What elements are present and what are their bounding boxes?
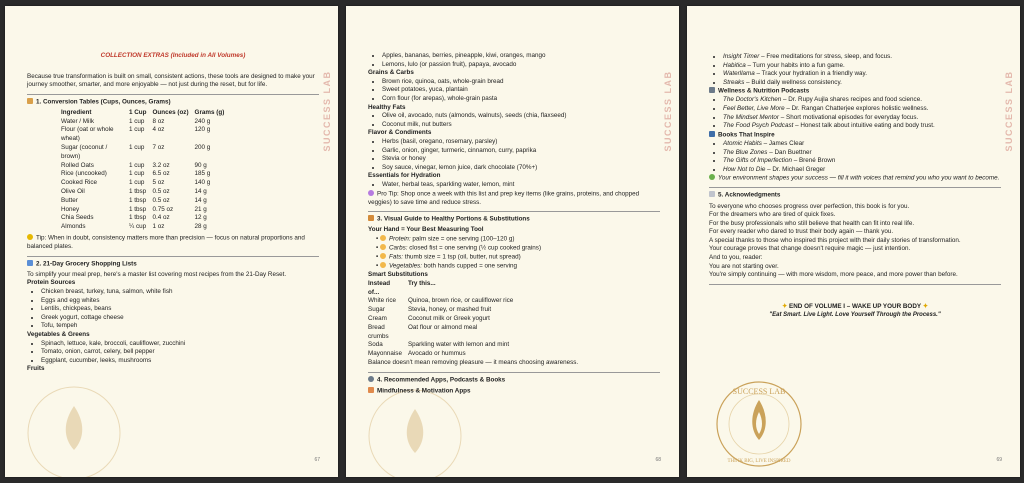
hand-text: closed fist = one serving (½ cup cooked grains) [407,244,542,252]
hand-item: • Vegetables: both hands cupped = one serving [376,262,518,270]
list-item: • Tofu, tempeh [41,322,319,331]
meditation-icon [368,387,374,393]
microphone-icon [709,87,715,93]
fats-title: Healthy Fats [368,103,406,111]
conversion-heading: 1. Conversion Tables (Cups, Ounces, Grams) [27,98,319,107]
podcasts-list [709,96,1001,130]
table-cell: Rolled Oats [61,161,94,169]
hand-icon [380,244,386,250]
grocery-intro: To simplify your meal prep, here's a master list covering most recipes from the 21-Day Reset. [27,270,287,278]
hand-item: • Carbs: closed fist = one serving (½ cup cooked grains) [376,244,542,252]
table-cell: 1 cup [129,117,145,125]
table-cell: 6.5 oz [152,170,170,178]
table-cell: 5 oz [152,179,165,187]
podcast-item [723,96,1001,105]
table-cell: Cooked Rice [61,179,98,187]
podcast-item-name: Feel Better, Live More [723,105,785,113]
logo-text: SUCCESS LAB [732,387,786,396]
book-item [723,166,1001,175]
ack-line: You are not starting over. [709,262,779,270]
veg-list [27,340,319,366]
pro-tip-note: Pro Tip: Shop once a week with this list and prep key items (like grains, proteins, and chopped veggies) to save time and reduce stress. [368,190,640,206]
balance-note: Balance doesn't mean removing pleasure — it means choosing awareness. [368,359,579,367]
books-list [709,140,1001,174]
page-67 [5,6,338,477]
side-watermark: SUCCESS LAB [322,70,332,152]
table-row [27,144,227,162]
table-row [27,188,227,197]
list-item: • Coconut milk, nut butters [382,121,660,130]
table-cell: Chia Seeds [61,214,94,222]
app-item-name: Streaks [723,78,745,86]
hydration-list [368,181,660,190]
environment-note: Your environment shapes your success — fill it with voices that remind you who you want to become. [709,174,1001,183]
podcast-item-name: The Doctor's Kitchen [723,96,782,104]
table-cell: 1 tbsp [129,214,147,222]
podcast-item-desc: – Honest talk about intuitive eating and body trust. [793,122,935,130]
table-cell: 0.5 oz [152,188,170,196]
page-number: 68 [655,457,661,463]
list-item: • Soy sauce, vinegar, lemon juice, dark chocolate (70%+) [382,164,660,173]
table-cell: Avocado or hummus [407,350,466,358]
hand-label: Carbs: [388,244,408,252]
table-cell: 200 g [194,144,211,152]
table-cell: Olive Oil [61,188,85,196]
list-item: • Apples, bananas, berries, pineapple, kiwi, oranges, mango [382,52,660,61]
table-cell: 140 g [194,179,211,187]
table-cell: Flour (oat or whole wheat) [61,126,114,143]
substitutions-table [368,280,516,359]
recommended-heading: 4. Recommended Apps, Podcasts & Books [368,376,660,385]
leaf-icon [709,174,715,180]
hand-title: Your Hand = Your Best Measuring Tool [368,226,484,234]
table-row [368,324,516,342]
table-cell: 1 tbsp [129,196,147,204]
podcast-item-name: The Food Psych Podcast [723,122,794,130]
app-item-desc: – Free meditations for stress, sleep, and focus. [759,53,892,60]
conversion-table [27,109,227,232]
podcast-item [723,122,1001,131]
app-item [723,79,1001,88]
table-row [368,350,516,359]
table-cell: Stevia, honey, or mashed fruit [407,306,492,314]
list-item: • Eggplant, cucumber, leeks, mushrooms [41,357,319,366]
table-row [368,306,516,315]
hand-label: Vegetables: [388,262,422,270]
list-item: • Olive oil, avocado, nuts (almonds, walnuts), seeds (chia, flaxseed) [382,112,660,121]
app-item-desc: – Turn your habits into a fun game. [745,61,845,69]
table-row [27,197,227,206]
protein-title: Protein Sources [27,279,76,287]
table-cell: Almonds [61,223,86,231]
subs-title: Smart Substitutions [368,271,428,279]
acknowledgments-heading: 5. Acknowledgments [709,191,1001,200]
table-cell: 8 oz [152,117,165,125]
podcast-item-desc: – Dr. Rupy Aujla shares recipes and food science. [781,96,922,104]
list-item: • Brown rice, quinoa, oats, whole-grain bread [382,78,660,87]
page-number: 69 [996,457,1002,463]
table-cell: 3.2 oz [152,161,170,169]
fats-list [368,112,660,129]
sparkle-icon: ✦ [920,302,928,310]
divider [368,372,660,373]
page-number: 67 [314,457,320,463]
intro-paragraph: Because true transformation is built on small, consistent actions, these tools are designed to make your journey smoother, smarter, and more enjoyable — not just during the reset, but for life. [27,72,315,89]
hand-icon [380,262,386,268]
table-row [27,179,227,188]
ack-line: For the dreamers who are tired of quick fixes. [709,211,836,219]
col-header: Instead of... [368,279,391,296]
book-item [723,157,1001,166]
table-row [368,297,516,306]
list-item: • Corn flour (for arepas), whole-grain pasta [382,95,660,104]
app-item-name: Habitica [723,61,746,69]
table-cell: 1 cup [129,179,145,187]
podcast-item-name: The Mindset Mentor [723,113,779,121]
list-item: • Water, herbal teas, sparkling water, lemon, mint [382,181,660,190]
divider [27,256,319,257]
hand-label: Fats: [388,253,403,261]
table-cell: Water / Milk [61,117,95,125]
table-cell: Oat flour or almond meal [407,323,478,331]
hand-measure-list [368,235,660,271]
app-item-desc: – Build daily wellness consistency. [744,78,842,86]
ack-line: To everyone who chooses progress over perfection, this book is for you. [709,202,910,210]
book-item-desc: – Dan Buettner [767,148,812,156]
shopping-cart-icon [27,260,33,266]
hand-item: • Fats: thumb size = 1 tsp (oil, butter, nut spread) [376,253,521,261]
table-cell: Sparkling water with lemon and mint [407,341,510,349]
page-68 [346,6,679,477]
table-cell: 1 oz [152,223,165,231]
divider [709,284,1001,285]
table-cell: 1 cup [129,144,145,152]
list-item: • Lentils, chickpeas, beans [41,305,319,314]
table-cell: 21 g [194,205,207,213]
table-cell: 0.4 oz [152,214,170,222]
table-cell: Rice (uncooked) [61,170,107,178]
table-cell: Sugar (coconut / brown) [61,144,108,160]
book-item-name: The Blue Zones [723,148,768,156]
side-watermark: SUCCESS LAB [1004,70,1014,152]
table-cell: 12 g [194,214,207,222]
table-row [27,162,227,171]
table-row [368,315,516,324]
col-header: Ounces (oz) [152,108,189,116]
divider [709,187,1001,188]
tip-note: Tip: When in doubt, consistency matters more than precision — focus on natural proportions and balanced plates. [27,234,305,251]
book-icon [709,131,715,137]
table-cell: 14 g [194,188,207,196]
table-cell: Sugar [368,306,385,314]
side-watermark: SUCCESS LAB [663,70,673,152]
app-item [723,70,1001,79]
closing-title: ✦ END OF VOLUME I – WAKE UP YOUR BODY ✦ [782,302,928,310]
table-cell: Butter [61,196,78,204]
ack-line: You're simply continuing — with more wisdom, more peace, and more power than before. [709,271,958,279]
book-item [723,149,1001,158]
mindfulness-title: Mindfulness & Motivation Apps [368,387,660,396]
podcasts-title: Wellness & Nutrition Podcasts [709,87,1001,96]
table-cell: White rice [368,297,396,305]
list-item: • Sweet potatoes, yuca, plantain [382,86,660,95]
table-cell: 120 g [194,126,211,134]
table-cell: 1 cup [129,126,145,134]
divider [368,211,660,212]
table-cell: Mayonnaise [368,350,402,358]
podcast-item-desc: – Short motivational episodes for everyday focus. [779,113,919,121]
hand-icon [380,235,386,241]
col-header: Ingredient [61,108,92,116]
table-cell: 0.5 oz [152,196,170,204]
closing-quote: "Eat Smart. Live Light. Love Yourself Through the Process." [769,312,941,319]
book-item [723,140,1001,149]
ack-line: For every reader who dared to trust their body again — thank you. [709,228,894,236]
sparkle-icon [368,190,374,196]
table-cell: 4 oz [152,126,165,134]
table-row [27,223,227,232]
list-item: • Eggs and egg whites [41,297,319,306]
acknowledgments-body [709,203,1001,280]
success-lab-logo [713,378,805,475]
table-cell: 1 cup [129,170,145,178]
table-cell: 185 g [194,170,211,178]
protein-list [27,288,319,331]
table-cell: 0.75 oz [152,205,174,213]
success-lab-watermark-logo [19,378,129,477]
podcast-item [723,114,1001,123]
flavor-list [368,138,660,172]
logo-tagline: THINK BIG, LIVE INSPIRED [727,459,791,464]
col-header: 1 Cup [129,108,147,116]
book-item-desc: – James Clear [761,139,805,147]
visual-guide-heading: 3. Visual Guide to Healthy Portions & Substitutions [368,215,660,224]
ack-line: And to you, reader: [709,254,763,262]
table-cell: 1 cup [129,161,145,169]
table-row [27,126,227,144]
list-item: • Greek yogurt, cottage cheese [41,314,319,323]
grocery-heading: 2. 21-Day Grocery Shopping Lists [27,260,319,269]
veg-title: Vegetables & Greens [27,330,90,338]
list-item: • Herbs (basil, oregano, rosemary, parsley) [382,138,660,147]
col-header: Try this... [407,279,436,287]
table-row [27,170,227,179]
list-item: • Chicken breast, turkey, tuna, salmon, white fish [41,288,319,297]
podcast-item [723,105,1001,114]
table-cell: Coconut milk or Greek yogurt [407,315,490,323]
table-cell: Quinoa, brown rice, or cauliflower rice [407,297,514,305]
table-cell: 28 g [194,223,207,231]
table-row [27,206,227,215]
hand-item: • Protein: palm size = one serving (100–120 g) [376,235,515,243]
headphones-icon [368,376,374,382]
table-cell: 240 g [194,117,211,125]
book-item-name: The Gifts of Imperfection [723,157,792,165]
app-item-desc: – Track your hydration in a friendly way. [754,70,867,78]
grains-list [368,78,660,104]
books-title: Books That Inspire [709,131,1001,140]
closing-block [709,303,1001,320]
hand-text: both hands cupped = one serving [422,262,518,270]
book-item-desc: – Dr. Michael Greger [765,165,826,173]
book-item-name: Atomic Habits [723,139,762,147]
col-header: Grams (g) [194,108,225,116]
table-cell: ¼ cup [129,223,147,231]
table-cell: 1 tbsp [129,205,147,213]
table-cell: Soda [368,341,383,349]
table-cell: Honey [61,205,80,213]
list-item: • Garlic, onion, ginger, turmeric, cinnamon, curry, paprika [382,147,660,156]
book-item-name: How Not to Die [723,165,766,173]
table-row [368,341,516,350]
hand-icon [380,253,386,259]
ack-line: A special thanks to those who inspired this project with their daily stories of transformation. [709,236,961,244]
app-item-name: Waterllama [723,70,755,78]
app-item [723,53,1001,62]
ack-line: Your courage proves that change doesn't require magic — just intention. [709,245,911,253]
pencil-icon [27,98,33,104]
ack-line: For the busy professionals who still believe that health can fit into real life. [709,219,915,227]
list-item: • Spinach, lettuce, kale, broccoli, cauliflower, zucchini [41,340,319,349]
list-item: • Tomato, onion, carrot, celery, bell pepper [41,348,319,357]
chart-icon [368,215,374,221]
flavor-title: Flavor & Condiments [368,129,432,137]
hand-text: thumb size = 1 tsp (oil, butter, nut spread) [402,253,521,261]
table-row [27,118,227,127]
hand-label: Protein: [388,235,411,243]
app-item [723,62,1001,71]
fruits-list [368,52,660,69]
table-cell: 14 g [194,196,207,204]
apps-list [709,53,1001,87]
lightbulb-icon [27,234,33,240]
book-item-desc: – Brené Brown [791,157,836,165]
hand-text: palm size = one serving (100–120 g) [410,235,515,243]
list-item: • Lemons, lulo (or passion fruit), papaya, avocado [382,61,660,70]
page-69 [687,6,1020,477]
grains-title: Grains & Carbs [368,69,414,77]
table-cell: 90 g [194,161,207,169]
list-item: • Stevia or honey [382,155,660,164]
divider [27,94,319,95]
podcast-item-desc: – Dr. Rangan Chatterjee explores holistic wellness. [784,105,929,113]
document-icon [709,191,715,197]
hydration-title: Essentials for Hydration [368,172,441,180]
sparkle-icon: ✦ [782,302,790,310]
app-item-name: Insight Timer [723,53,760,60]
table-cell: Cream [368,315,387,323]
fruits-title: Fruits [27,365,45,373]
table-row [27,214,227,223]
table-cell: 1 tbsp [129,188,147,196]
table-cell: 7 oz [152,144,165,152]
collection-title: COLLECTION EXTRAS (Included in All Volumes) [100,52,246,59]
table-cell: Bread crumbs [368,323,389,340]
